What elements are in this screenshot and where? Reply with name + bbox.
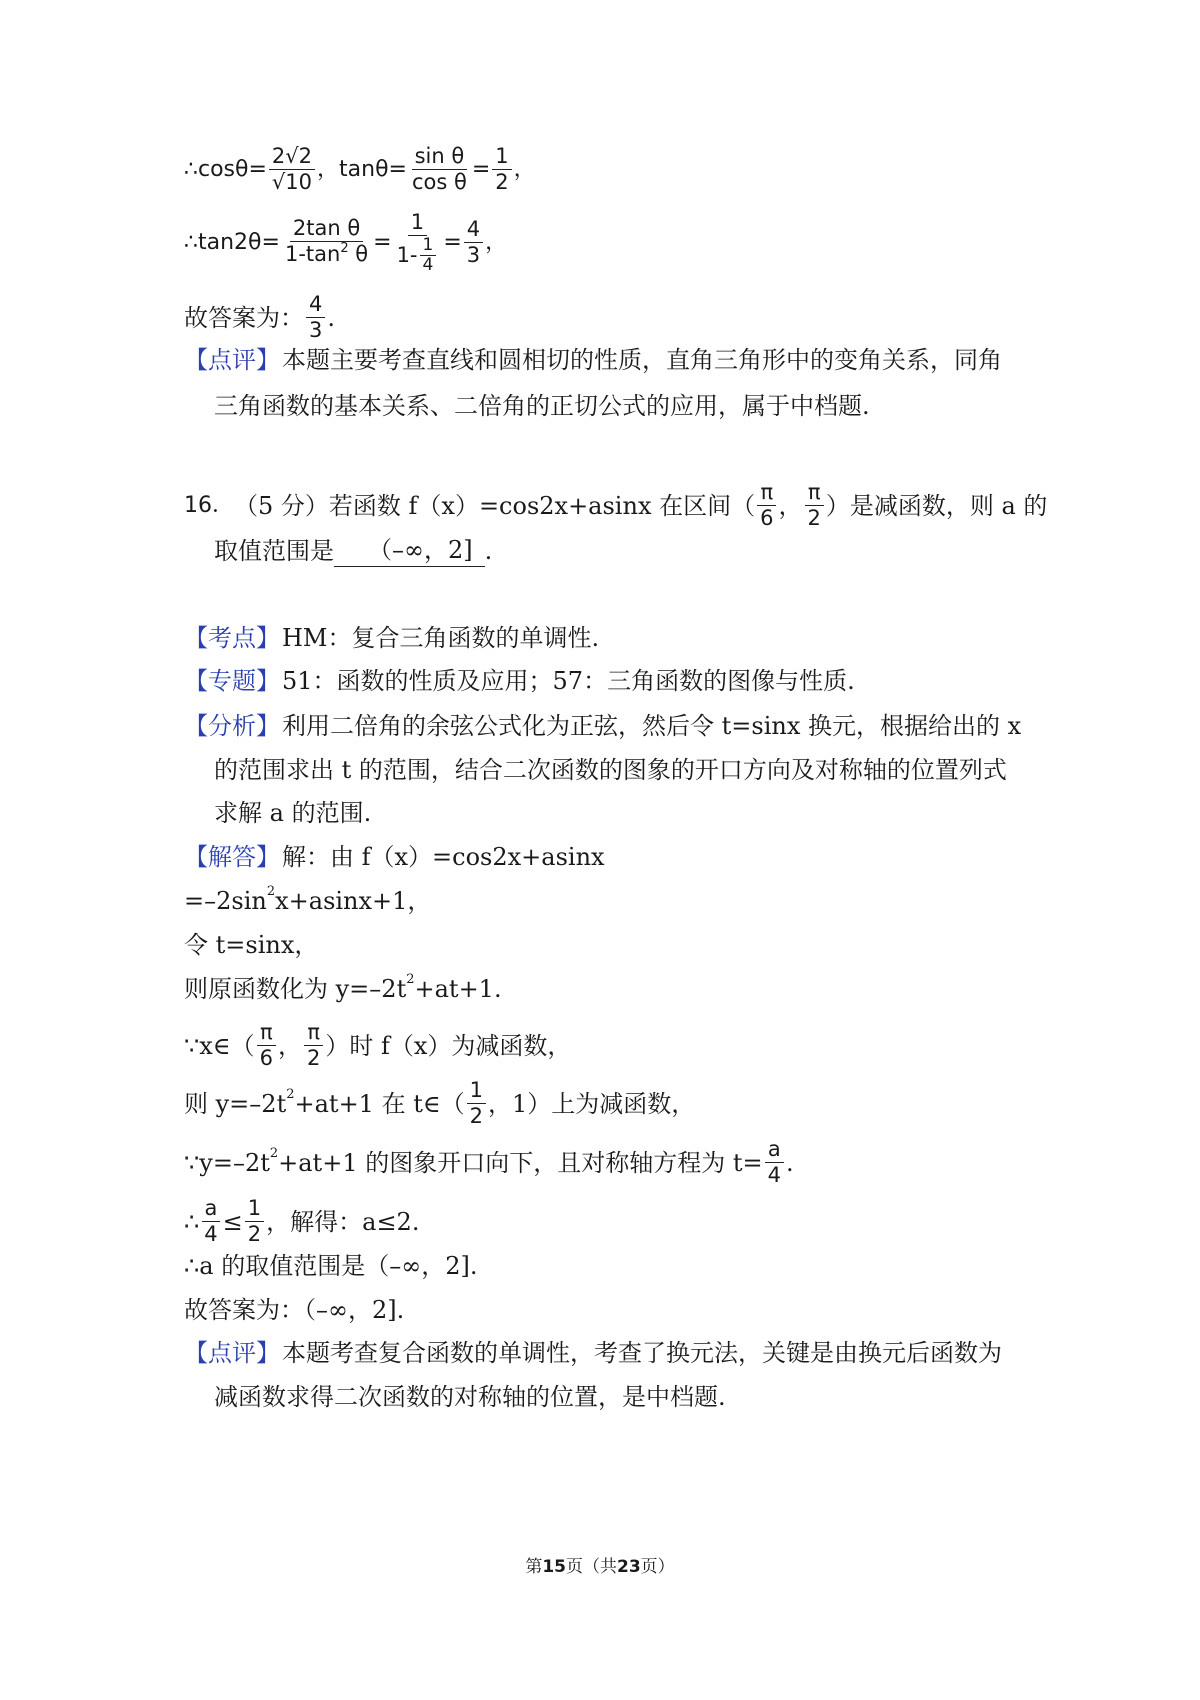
tan2-lhs: tan2θ= (198, 229, 280, 255)
page-footer: 第15页（共23页） (525, 1557, 675, 1577)
solution-line8: ∴ $\frac{a}{4}$ ≤ $\frac{1}{2}$ ，解得：a≤2. (184, 1196, 420, 1246)
tan-value-fraction: $\frac{1}{2}$ (492, 144, 511, 195)
solution-line9: ∴a 的取值范围是（–∞，2]. (184, 1252, 478, 1280)
comment2-line2: 减函数求得二次函数的对称轴的位置，是中档题. (214, 1383, 726, 1411)
question-score: （5 分） (234, 491, 329, 520)
solution-line2: =–2sin 2 x+asinx+1， (184, 884, 432, 915)
pi-over-6-fraction: $\frac{\pi}{6}$ (757, 480, 776, 531)
tan2-nested-fraction: 1 1- $\frac{1}{4}$ (394, 210, 442, 275)
solution-line3: 令 t=sinx， (184, 931, 319, 959)
question-number: 16． (184, 492, 234, 518)
topic-tag: 【专题】 (184, 667, 280, 695)
solution-line4: 则原函数化为 y=–2t 2 +at+1. (184, 972, 502, 1003)
analysis-line3: 求解 a 的范围. (214, 799, 372, 827)
total-pages-number: 23 (617, 1557, 641, 1577)
comment-tag: 【点评】 (184, 1339, 280, 1367)
point-line: 【考点】 HM：复合三角函数的单调性. (184, 624, 600, 652)
tan-lhs: ，tanθ= (317, 156, 407, 182)
tan2-value-fraction: $\frac{4}{3}$ (464, 217, 483, 268)
prev-answer-line: 故答案为： $\frac{4}{3}$ . (184, 292, 336, 342)
question-16-stem-line2: 取值范围是 （–∞，2] . (214, 534, 492, 567)
analysis-tag: 【分析】 (184, 712, 280, 740)
topic-line: 【专题】 51：函数的性质及应用；57：三角函数的图像与性质. (184, 667, 855, 695)
point-tag: 【考点】 (184, 624, 280, 652)
tan2-formula-fraction: $\frac{\text{2tan θ}}{1-\tan^2 \theta}$ (284, 215, 369, 266)
prev-comment-line2: 三角函数的基本关系、二倍角的正切公式的应用，属于中档题. (214, 392, 870, 420)
comment2-line1: 【点评】 本题考查复合函数的单调性，考查了换元法，关键是由换元后函数为 (184, 1339, 1002, 1367)
therefore-symbol: ∴ (184, 156, 198, 182)
cos-tan-line: ∴ cosθ= $\frac{2√2}{√10}$ ，tanθ= $\frac{\text{sin θ}}{\text{cos θ}}$ = $\frac{1}{2}$ ， (184, 144, 536, 194)
tan-ratio-fraction: $\frac{\text{sin θ}}{\text{cos θ}}$ (411, 144, 467, 194)
cos-lhs: cosθ= (198, 156, 267, 182)
solution-line7: ∵y=–2t 2 +at+1 的图象开口向下，且对称轴方程为 t= $\frac{a}{4}$ . (184, 1137, 794, 1187)
analysis-line1: 【分析】 利用二倍角的余弦公式化为正弦，然后令 t=sinx 换元，根据给出的 x (184, 712, 1022, 740)
solution-tag: 【解答】 (184, 843, 280, 871)
question-16-stem-line1: 16． （5 分） 若函数 f（x）=cos2x+asinx 在区间（ $\frac{\pi}{6}$ ， $\frac{\pi}{2}$ ）是减函数，则 a 的 (184, 480, 1048, 530)
solution-line10: 故答案为：（–∞，2]. (184, 1296, 405, 1324)
analysis-line2: 的范围求出 t 的范围，结合二次函数的图象的开口方向及对称轴的位置列式 (214, 756, 1007, 784)
prev-answer-fraction: $\frac{4}{3}$ (306, 292, 325, 343)
cos-fraction: $\frac{2√2}{√10}$ (269, 144, 315, 195)
prev-comment-line1: 【点评】 本题主要考查直线和圆相切的性质，直角三角形中的变角关系，同角 (184, 346, 1002, 374)
answer-blank: （–∞，2] (334, 534, 485, 567)
solution-line6: 则 y=–2t 2 +at+1 在 t∈（ $\frac{1}{2}$ ，1）上为减函数， (184, 1078, 696, 1128)
solution-line1: 【解答】 解：由 f（x）=cos2x+asinx (184, 843, 605, 871)
pi-over-2-fraction: $\frac{\pi}{2}$ (804, 480, 823, 531)
tan2-line: ∴ tan2θ= $\frac{\text{2tan θ}}{1-\tan^2 \theta}$ = 1 1- $\frac{1}{4}$ = $\frac{4}{3}$ ， (184, 210, 508, 275)
current-page-number: 15 (542, 1557, 566, 1577)
solution-line5: ∵x∈（ $\frac{\pi}{6}$ ， $\frac{\pi}{2}$ ）时 f（x）为减函数， (184, 1020, 572, 1070)
comment-tag: 【点评】 (184, 346, 280, 374)
